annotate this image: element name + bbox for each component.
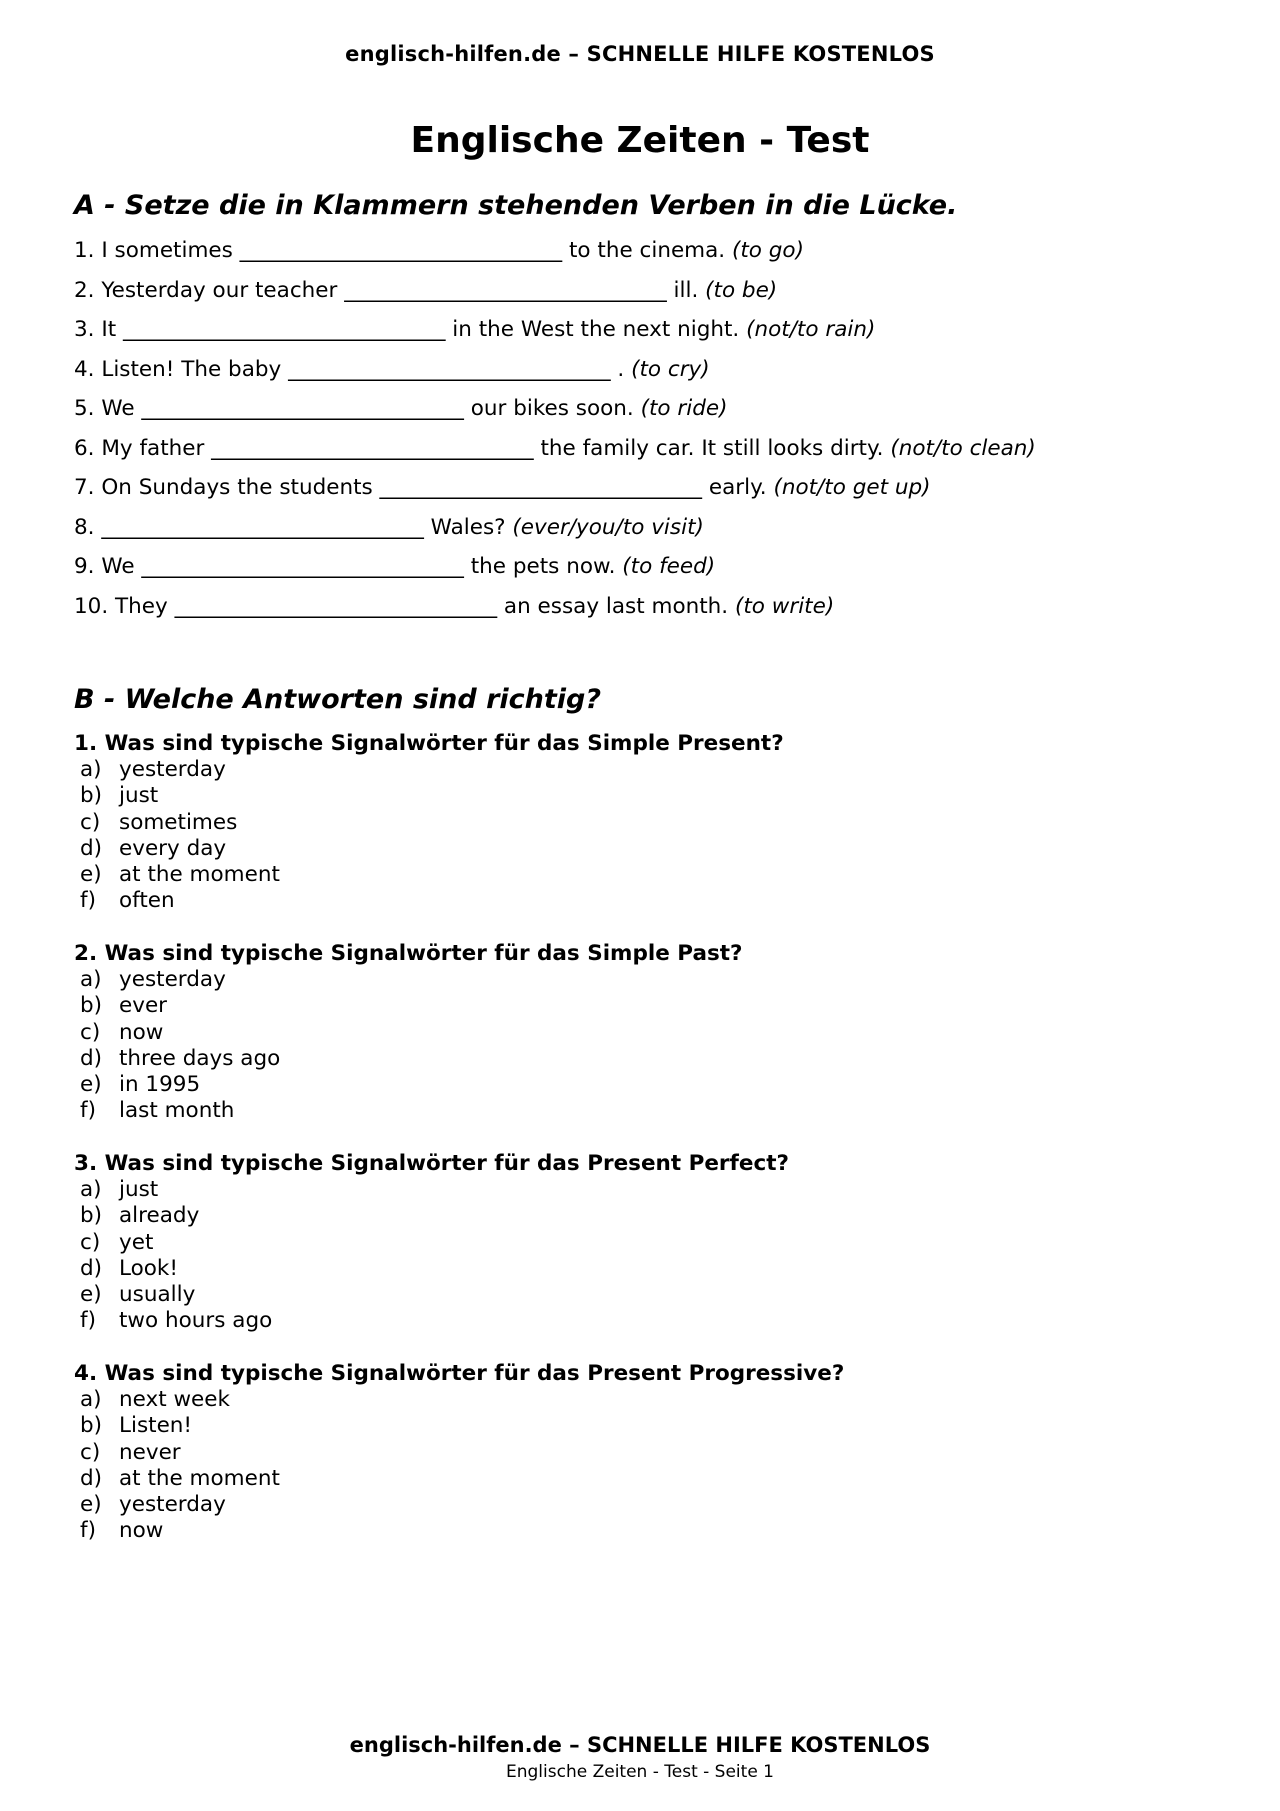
- option-letter: e): [80, 1492, 102, 1518]
- question-text: 1. Was sind typische Signalwörter für das Simple Present?: [74, 731, 784, 756]
- question-text: 4. Was sind typische Signalwörter für das Present Progressive?: [74, 1361, 845, 1386]
- option-text: ever: [119, 993, 168, 1019]
- option-text: three days ago: [119, 1045, 281, 1071]
- answer-option: [74, 810, 1224, 836]
- exercise-item-8: [74, 513, 1224, 553]
- option-text: yet: [119, 1229, 154, 1255]
- exercise-item-5: [74, 394, 1224, 434]
- option-text: yesterday: [119, 757, 226, 782]
- answer-option: [74, 1046, 1224, 1072]
- verb-hint: (to write): [734, 593, 835, 619]
- option-text: never: [119, 1439, 181, 1465]
- option-text: in 1995: [119, 1072, 201, 1098]
- option-letter: f): [80, 1098, 96, 1124]
- option-text: sometimes: [119, 809, 238, 835]
- answer-option: [74, 1387, 1224, 1413]
- option-text: just: [119, 783, 159, 809]
- option-text: just: [119, 1177, 159, 1202]
- exercise-item-9: [74, 552, 1224, 592]
- page-header: englisch-hilfen.de – SCHNELLE HILFE KOSTENLOS: [345, 42, 935, 66]
- answer-option: [74, 1282, 1224, 1308]
- exercise-item-7: [74, 473, 1224, 513]
- exercise-item-6: [74, 434, 1224, 474]
- answer-option: [74, 836, 1224, 862]
- question-block-3: [74, 1151, 1224, 1335]
- answer-option: [74, 757, 1224, 783]
- verb-hint: (to go): [731, 238, 804, 263]
- answer-option: [74, 1230, 1224, 1256]
- verb-hint: (to ride): [640, 396, 728, 421]
- option-letter: c): [80, 1019, 101, 1045]
- exercise-sentence: 5. We ______________________________ our bikes soon.: [74, 396, 641, 421]
- page-number-footer: Englische Zeiten - Test - Seite 1: [506, 1762, 774, 1782]
- verb-hint: (to feed): [622, 554, 716, 579]
- verb-hint: (to cry): [631, 356, 710, 382]
- page-footer: englisch-hilfen.de – SCHNELLE HILFE KOSTENLOS: [349, 1733, 931, 1757]
- option-letter: c): [80, 1229, 101, 1255]
- answer-option: [74, 783, 1224, 809]
- exercise-item-1: [74, 236, 1224, 276]
- option-letter: c): [80, 1439, 101, 1465]
- question-block-4: [74, 1361, 1224, 1545]
- exercise-sentence: 3. It ______________________________ in the West the next night.: [74, 317, 747, 342]
- question-text: 2. Was sind typische Signalwörter für das Simple Past?: [74, 941, 743, 966]
- answer-option: [74, 1413, 1224, 1439]
- answer-option: [74, 1072, 1224, 1098]
- answer-option: [74, 862, 1224, 888]
- option-letter: f): [80, 1518, 96, 1544]
- option-text: at the moment: [119, 1465, 280, 1491]
- question-block-1: [74, 731, 1224, 915]
- section-a-exercise-list: [74, 236, 1224, 631]
- option-text: already: [119, 1203, 200, 1229]
- option-letter: a): [80, 967, 102, 992]
- exercise-sentence: 4. Listen! The baby ______________________________ .: [74, 356, 632, 382]
- answer-option: [74, 1256, 1224, 1282]
- exercise-sentence: 2. Yesterday our teacher ______________________________ ill.: [74, 277, 706, 303]
- option-letter: b): [80, 1413, 103, 1439]
- answer-option: [74, 888, 1224, 914]
- answer-option: [74, 967, 1224, 993]
- option-text: now: [119, 1518, 164, 1544]
- option-letter: f): [80, 888, 96, 914]
- option-text: yesterday: [119, 1492, 226, 1518]
- exercise-sentence: 1. I sometimes ______________________________ to the cinema.: [74, 238, 732, 263]
- exercise-sentence: 9. We ______________________________ the pets now.: [74, 554, 623, 579]
- option-letter: e): [80, 1282, 102, 1308]
- exercise-sentence: 10. They ______________________________ an essay last month.: [74, 593, 735, 619]
- option-letter: a): [80, 1177, 102, 1202]
- answer-option: [74, 1440, 1224, 1466]
- option-text: at the moment: [119, 862, 280, 888]
- exercise-item-10: [74, 592, 1224, 632]
- option-letter: d): [80, 1465, 103, 1491]
- answer-option: [74, 1308, 1224, 1334]
- exercise-sentence: 7. On Sundays the students ______________________________ early.: [74, 475, 774, 500]
- option-letter: b): [80, 1203, 103, 1229]
- option-text: Look!: [119, 1255, 178, 1281]
- answer-option: [74, 1098, 1224, 1124]
- verb-hint: (to be): [705, 277, 778, 303]
- answer-option: [74, 993, 1224, 1019]
- answer-option: [74, 1203, 1224, 1229]
- page-title: Englische Zeiten - Test: [410, 120, 870, 161]
- option-text: two hours ago: [119, 1308, 273, 1334]
- option-letter: c): [80, 809, 101, 835]
- option-letter: d): [80, 1255, 103, 1281]
- exercise-item-3: [74, 315, 1224, 355]
- option-letter: e): [80, 1072, 102, 1098]
- verb-hint: (not/to clean): [890, 435, 1036, 461]
- exercise-item-2: [74, 276, 1224, 316]
- option-text: usually: [119, 1282, 196, 1308]
- option-text: often: [119, 888, 175, 914]
- answer-option: [74, 1177, 1224, 1203]
- option-letter: b): [80, 783, 103, 809]
- answer-option: [74, 1466, 1224, 1492]
- answer-option: [74, 1492, 1224, 1518]
- option-letter: b): [80, 993, 103, 1019]
- verb-hint: (ever/you/to visit): [512, 514, 704, 540]
- exercise-item-4: [74, 355, 1224, 395]
- option-letter: a): [80, 757, 102, 782]
- option-text: now: [119, 1019, 164, 1045]
- option-letter: e): [80, 862, 102, 888]
- option-letter: d): [80, 1045, 103, 1071]
- question-block-2: [74, 941, 1224, 1125]
- option-letter: f): [80, 1308, 96, 1334]
- option-letter: a): [80, 1387, 102, 1412]
- option-letter: d): [80, 835, 103, 861]
- answer-option: [74, 1518, 1224, 1544]
- option-text: Listen!: [119, 1413, 193, 1439]
- section-b-heading: B - Welche Antworten sind richtig?: [74, 684, 602, 715]
- option-text: last month: [119, 1098, 235, 1124]
- option-text: yesterday: [119, 967, 226, 992]
- verb-hint: (not/to rain): [746, 317, 876, 342]
- question-text: 3. Was sind typische Signalwörter für das Present Perfect?: [74, 1151, 789, 1176]
- verb-hint: (not/to get up): [773, 475, 931, 500]
- exercise-sentence: 6. My father ______________________________ the family car. It still looks dirty.: [74, 435, 891, 461]
- answer-option: [74, 1020, 1224, 1046]
- section-a-heading: A - Setze die in Klammern stehenden Verben in die Lücke.: [74, 190, 958, 221]
- option-text: next week: [119, 1387, 230, 1412]
- option-text: every day: [119, 835, 227, 861]
- exercise-sentence: 8. ______________________________ Wales?: [74, 514, 513, 540]
